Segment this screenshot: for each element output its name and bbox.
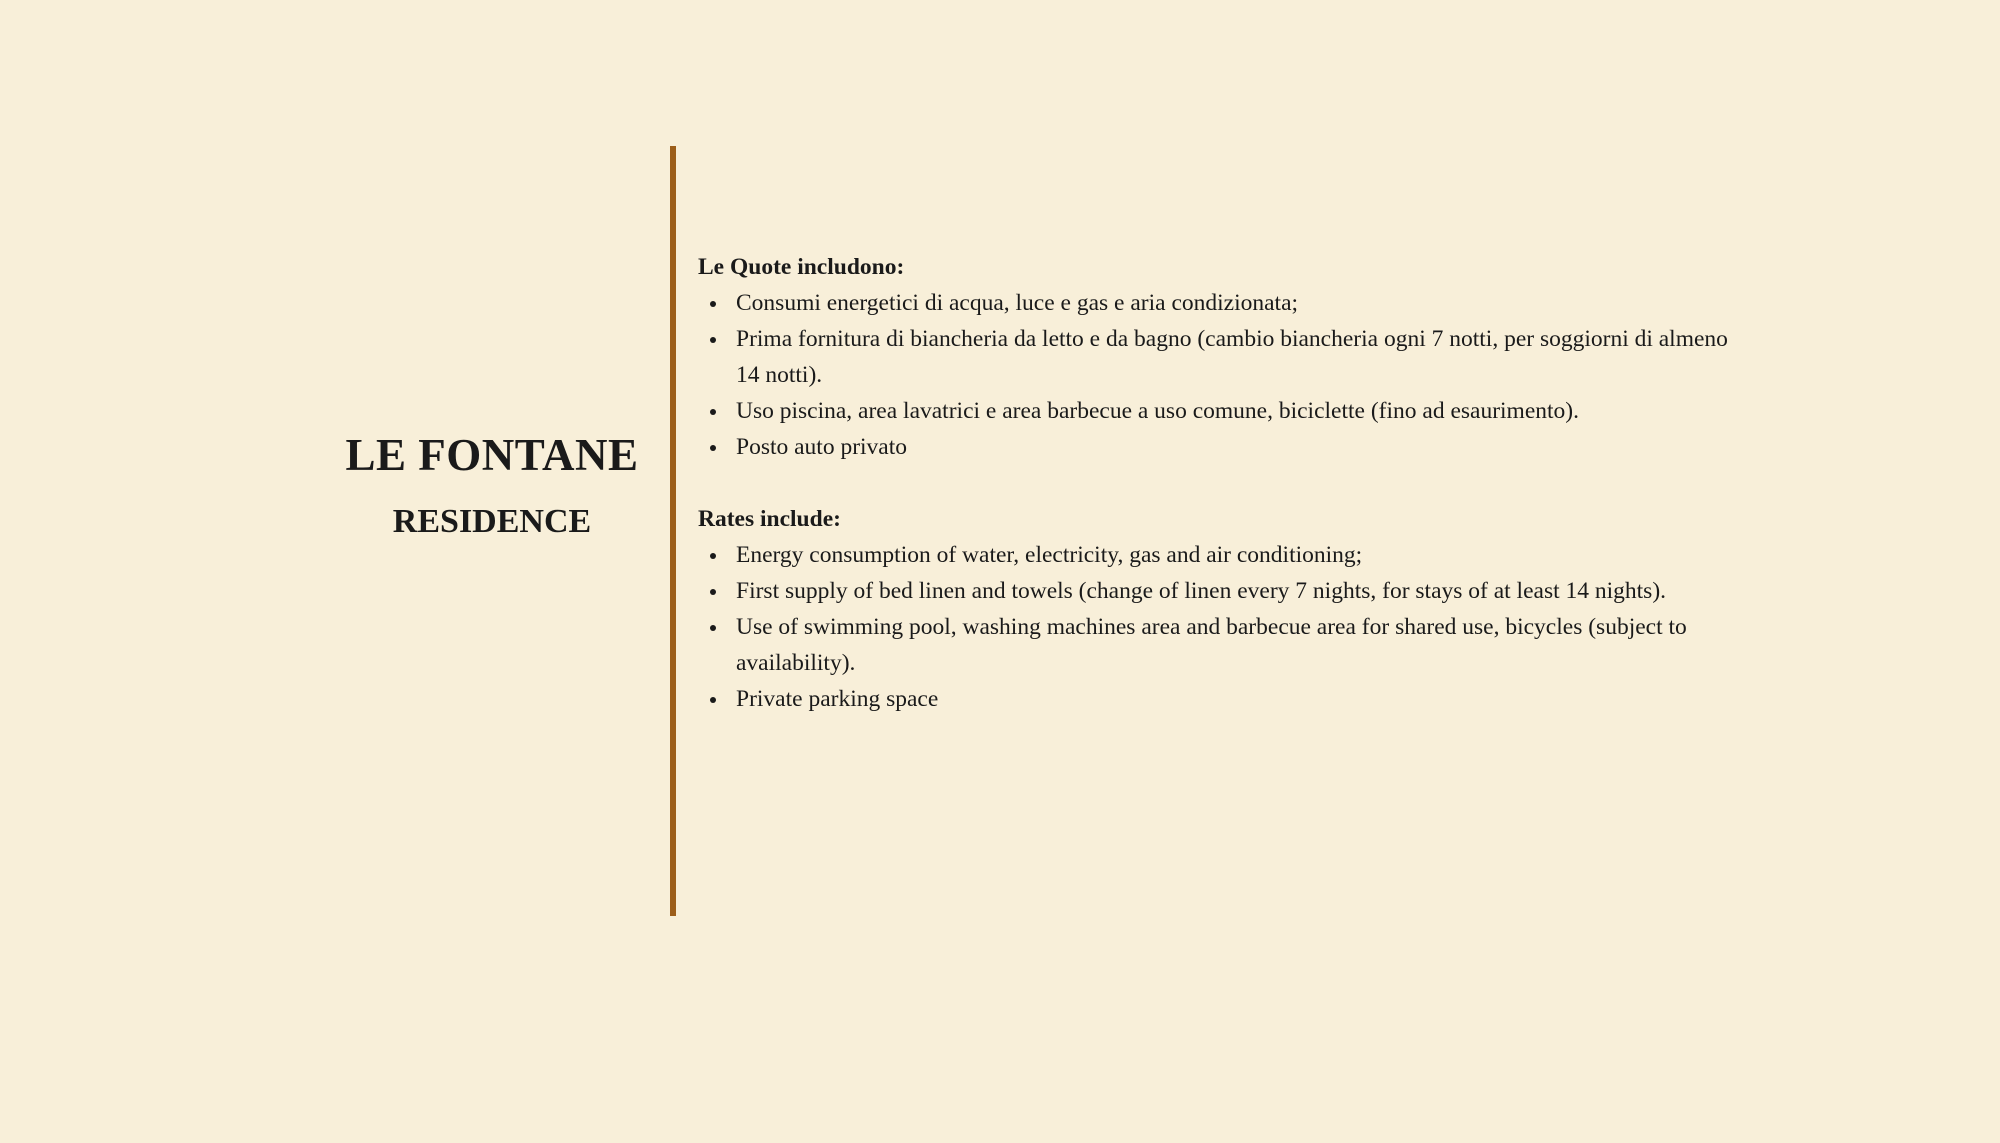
list-item — [736, 609, 1738, 681]
bullet-icon — [710, 553, 716, 559]
list-item-text: Consumi energetici di acqua, luce e gas e aria condizionata; — [736, 290, 1299, 316]
list-item — [736, 681, 1738, 717]
bullet-icon — [710, 409, 716, 415]
list-item — [736, 321, 1738, 393]
bullet-icon — [710, 625, 716, 631]
bullet-icon — [710, 337, 716, 343]
list-item-text: Use of swimming pool, washing machines area and barbecue area for shared use, bicycles (subject to availability). — [736, 614, 1687, 676]
section-heading-italian: Le Quote includono: — [698, 254, 905, 280]
list-english — [698, 537, 1738, 717]
section-english — [698, 501, 1738, 717]
vertical-divider — [670, 146, 676, 916]
brand-title: LE FONTANE — [345, 430, 639, 480]
list-item-text: Posto auto privato — [736, 434, 908, 460]
bullet-icon — [710, 589, 716, 595]
list-item-text: Private parking space — [736, 686, 939, 712]
list-item — [736, 573, 1738, 609]
brand-block — [332, 425, 652, 547]
list-item — [736, 429, 1738, 465]
bullet-icon — [710, 301, 716, 307]
list-italian — [698, 285, 1738, 465]
list-item-text: Energy consumption of water, electricity, gas and air conditioning; — [736, 542, 1363, 568]
list-item — [736, 285, 1738, 321]
list-item — [736, 537, 1738, 573]
list-item-text: First supply of bed linen and towels (change of linen every 7 nights, for stays of at least 14 nights). — [736, 578, 1667, 604]
section-heading-english: Rates include: — [698, 506, 841, 532]
bullet-icon — [710, 445, 716, 451]
list-item — [736, 393, 1738, 429]
bullet-icon — [710, 697, 716, 703]
section-italian — [698, 249, 1738, 465]
rates-content — [698, 249, 1738, 717]
list-item-text: Prima fornitura di biancheria da letto e da bagno (cambio biancheria ogni 7 notti, per soggiorni di almeno 14 notti). — [736, 326, 1728, 388]
list-item-text: Uso piscina, area lavatrici e area barbecue a uso comune, biciclette (fino ad esaurimento). — [736, 398, 1579, 424]
brand-subtitle: RESIDENCE — [392, 503, 592, 540]
